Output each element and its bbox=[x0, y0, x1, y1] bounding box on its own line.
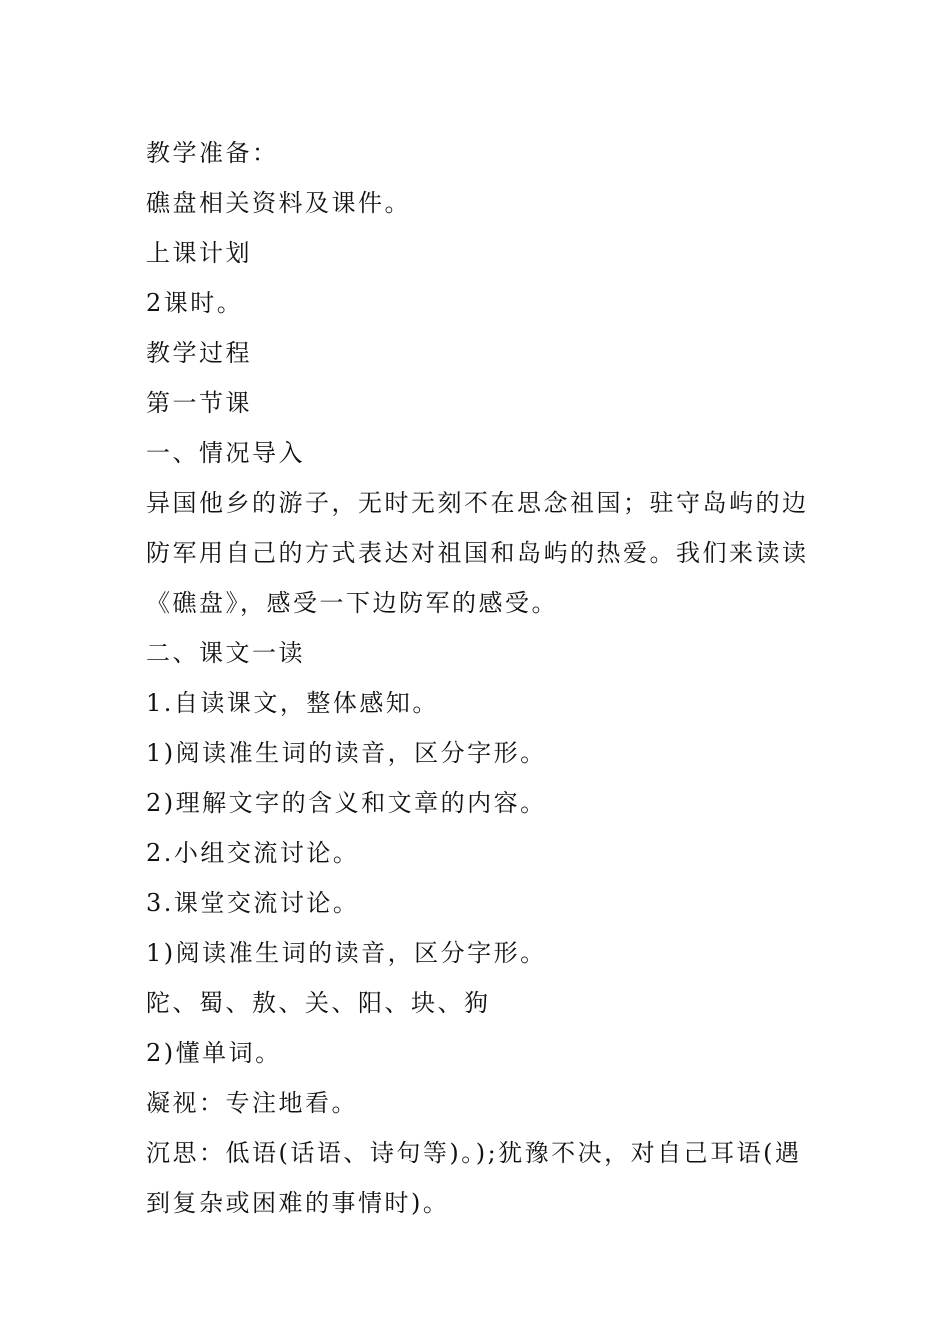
paragraph-line: 异国他乡的游子，无时无刻不在思念祖国；驻守岛屿的边 bbox=[146, 489, 809, 517]
list-item: 2.小组交流讨论。 bbox=[146, 839, 360, 867]
sub-list-item: 2)懂单词。 bbox=[146, 1039, 282, 1067]
text-line: 礁盘相关资料及课件。 bbox=[146, 189, 411, 217]
heading-teaching-process: 教学过程 bbox=[146, 339, 252, 367]
sub-list-item: 1)阅读准生词的读音，区分字形。 bbox=[146, 939, 547, 967]
definition-line: 到复杂或困难的事情时)。 bbox=[146, 1189, 450, 1217]
paragraph-line: 《礁盘》，感受一下边防军的感受。 bbox=[146, 589, 558, 617]
section-heading-intro: 一、情况导入 bbox=[146, 439, 305, 467]
sub-list-item: 2)理解文字的含义和文章的内容。 bbox=[146, 789, 547, 817]
heading-teaching-preparation: 教学准备： bbox=[146, 139, 279, 167]
list-item: 1.自读课文，整体感知。 bbox=[146, 689, 439, 717]
definition-line: 凝视：专注地看。 bbox=[146, 1089, 358, 1117]
definition-line: 沉思：低语(话语、诗句等)。);犹豫不决，对自己耳语(遇 bbox=[146, 1139, 802, 1167]
heading-class-plan: 上课计划 bbox=[146, 239, 252, 267]
document-body bbox=[146, 128, 811, 1228]
paragraph-line: 防军用自己的方式表达对祖国和岛屿的热爱。我们来读读 bbox=[146, 539, 809, 567]
text-line: 2课时。 bbox=[146, 289, 244, 317]
heading-first-lesson: 第一节课 bbox=[146, 389, 252, 417]
list-item: 3.课堂交流讨论。 bbox=[146, 889, 360, 917]
sub-list-item: 1)阅读准生词的读音，区分字形。 bbox=[146, 739, 547, 767]
character-list: 陀、蜀、敖、关、阳、块、狗 bbox=[146, 989, 491, 1017]
section-heading-first-reading: 二、课文一读 bbox=[146, 639, 305, 667]
